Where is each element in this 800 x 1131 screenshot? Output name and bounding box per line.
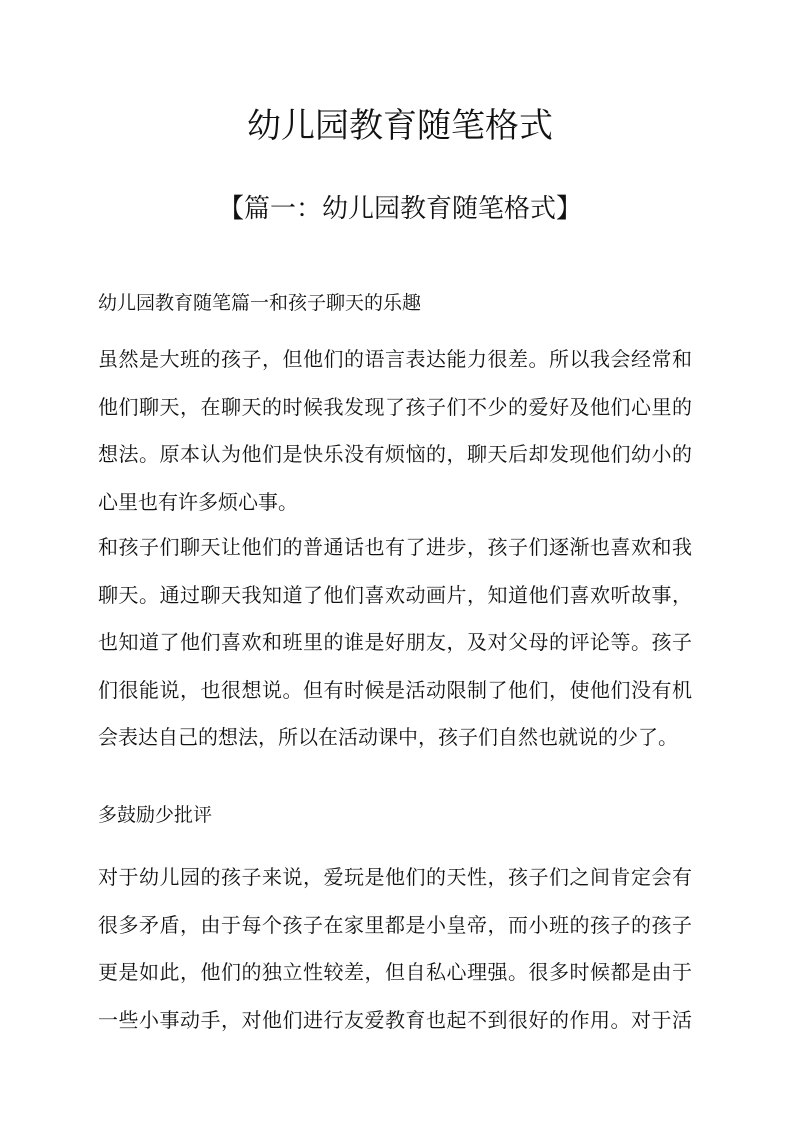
text-line: 很多矛盾，由于每个孩子在家里都是小皇帝，而小班的孩子的孩子 [98,912,692,937]
text-line: 会表达自己的想法，所以在活动课中，孩子们自然也就说的少了。 [98,725,678,749]
paragraph [98,854,692,1044]
section-heading: 幼儿园教育随笔篇一和孩子聊天的乐趣 [98,292,422,314]
text-line: 更是如此，他们的独立性较差，但自私心理强。很多时候都是由于 [98,960,692,984]
text-line: 和孩子们聊天让他们的普通话也有了进步，孩子们逐渐也喜欢和我 [98,535,692,559]
document-subtitle: 【篇一：幼儿园教育随笔格式】 [217,194,582,224]
text-line: 也知道了他们喜欢和班里的谁是好朋友，及对父母的评论等。孩子 [98,630,692,654]
paragraph [98,336,692,526]
paragraph [98,524,692,762]
text-line: 聊天。通过聊天我知道了他们喜欢动画片，知道他们喜欢听故事， [98,582,692,607]
text-line: 他们聊天，在聊天的时候我发现了孩子们不少的爱好及他们心里的 [98,394,692,419]
text-line: 对于幼儿园的孩子来说，爱玩是他们的天性，孩子们之间肯定会有 [98,865,692,889]
text-line: 心里也有许多烦心事。 [98,489,298,514]
section-heading: 多鼓励少批评 [98,804,213,826]
text-line: 想法。原本认为他们是快乐没有烦恼的，聊天后却发现他们幼小的 [98,442,692,466]
text-line: 们很能说，也很想说。但有时候是活动限制了他们，使他们没有机 [98,677,692,702]
text-line: 虽然是大班的孩子，但他们的语言表达能力很差。所以我会经常和 [98,347,692,371]
text-line: 一些小事动手，对他们进行友爱教育也起不到很好的作用。对于活 [98,1007,692,1032]
document-title: 幼儿园教育随笔格式 [247,106,553,146]
